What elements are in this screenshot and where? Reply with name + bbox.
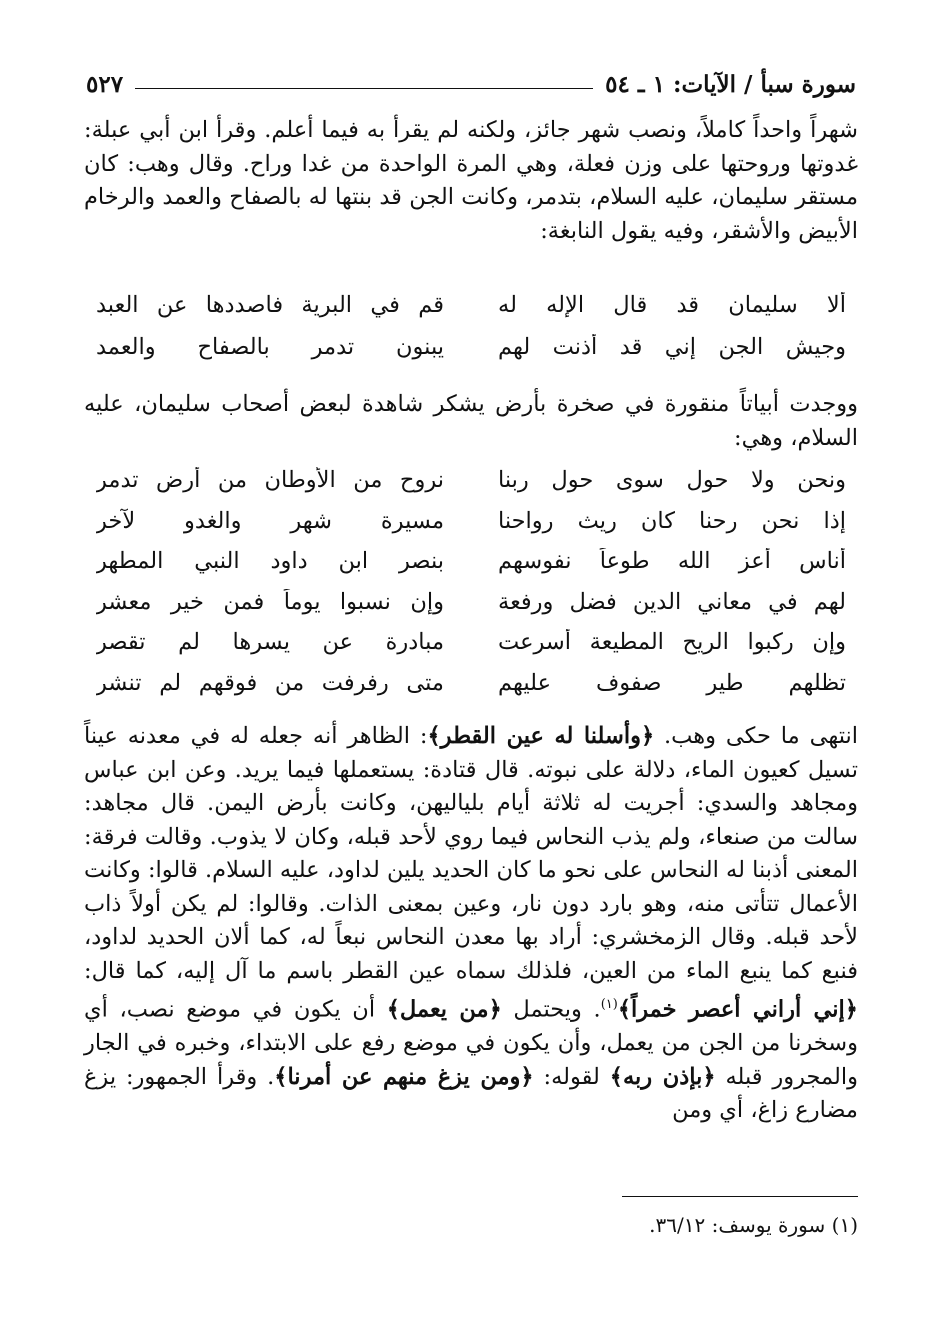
verse-line [96,460,846,501]
verse-second-hemistich: مسيرة شهر والغدو لآخر [96,507,444,534]
verse-first-hemistich: إذا نحن رحنا كان ريث رواحنا [498,507,846,534]
quran-quote: ﴿وأسلنا له عين القطر﴾ [427,723,655,749]
verse-line [96,582,846,623]
header-rule [135,88,593,89]
verse-second-hemistich: نروح من الأوطان من أرض تدمر [96,467,444,494]
footnote-reference[interactable]: (١) [600,997,618,1012]
verse-second-hemistich: متى رفرفت من فوقهم لم تنشر [96,669,444,696]
quran-quote: ﴿بإذن ربه﴾ [609,1063,716,1090]
verse-line [96,501,846,542]
verse-first-hemistich: تظلهم طير صفوف عليهم [498,669,846,696]
poem-carved-verses [96,460,846,703]
verse-line [96,541,846,582]
text-segment: : الظاهر أنه جعله له في معدنه عيناً تسيل كعيون الماء، دلالة على نبوته. قال قتادة: يستعملها فيما يريد. وعن ابن عباس ومجاهد والسدي: أجريت له ثلاثة أيام بلياليهن، وكانت بأرض اليمن. قال مجاهد: سالت من صنعاء، ولم يذب النحاس فيما روي لأحد قبله، وكان لا يذوب. وقالت فرقة: المعنى أذبنا له النحاس على نحو ما كان الحديد يلين لداود، عليه السلام. قالوا: وكانت الأعمال تتأتى منه، وهو بارد دون نار، وعين بمعنى الذات. وقالوا: لم يكن أولاً ذاب لأحد قبله. وقال الزمخشري: أراد بها معدن النحاس نبعاً له، كما ألان الحديد لداود، فنبع كما ينبع الماء من العين، فلذلك سماه عين القطر باسم ما آل إليه، كما قال: [84,723,858,984]
quran-quote: ﴿من يعمل﴾ [386,996,502,1023]
verse-second-hemistich: بنصر ابن داود النبي المطهر [96,548,444,575]
quran-quote: ﴿ومن يزغ منهم عن أمرنا﴾ [274,1063,534,1090]
paragraph-2: ووجدت أبياتاً منقورة في صخرة بأرض يشكر شاهدة لبعض أصحاب سليمان، عليه السلام، وهي: [84,391,858,451]
verse-second-hemistich: وإن نسبوا يوماً فمن خير معشر [96,588,444,615]
header-title: سورة سبأ / الآيات: ١ ـ ٥٤ [605,70,856,98]
verse-second-hemistich: مبادرة عن يسرها لم تقصر [96,629,444,656]
quran-quote: ﴿إني أراني أعصر خمراً﴾ [617,996,858,1023]
verse-first-hemistich: لهم في معاني الدين فضل ورفعة [498,588,846,615]
verse-second-hemistich: قم في البرية فاصددها عن العبد [96,292,444,318]
poem-nabigha [96,284,846,368]
text-segment: . وقرأ الجمهور: يزغ مضارع زاغ، أي ومن [84,1063,858,1123]
verse-second-hemistich: يبنون تدمر بالصفاح والعمد [96,334,444,360]
verse-line [96,284,846,326]
running-header [86,66,856,102]
verse-first-hemistich: ألا سليمان قد قال الإله له [498,292,846,318]
text-segment: أن يكون في موضع نصب، أي وسخرنا من الجن من يعمل، وأن يكون في موضع رفع على الابتداء، وخبره في الجار والمجرور قبله [84,996,859,1090]
verse-line [96,326,846,368]
page-number: ٥٢٧ [86,70,124,98]
verse-line [96,663,846,704]
paragraph-3 [84,720,858,1128]
verse-line [96,622,846,663]
text-segment: . ويحتمل [513,996,601,1023]
verse-first-hemistich: أناس أعز الله طوعاً نفوسهم [498,548,846,575]
paragraph-1: شهراً واحداً كاملاً، ونصب شهر جائز، ولكنه لم يقرأ به فيما أعلم. وقرأ ابن أبي عبلة: غدوتها وروحتها على وزن فعلة، وهي المرة الواحدة من غدا وراح. وقال وهب: كان مستقر سليمان، عليه السلام، بتدمر، وكانت الجن قد بنتها له بالصفاح والعمد والرخام الأبيض والأشقر، وفيه يقول النابغة: [84,117,858,244]
text-segment: انتهى ما حكى وهب. [664,723,858,749]
verse-first-hemistich: وجيش الجن إني قد أذنت لهم [498,334,846,360]
footnote-rule [622,1196,858,1197]
verse-first-hemistich: وإن ركبوا الريح المطيعة أسرعت [498,629,846,656]
footnote: (١) سورة يوسف: ٣٦/١٢. [649,1213,858,1237]
verse-first-hemistich: ونحن ولا حول سوى حول ربنا [498,467,846,494]
text-segment: لقوله: [543,1063,600,1090]
